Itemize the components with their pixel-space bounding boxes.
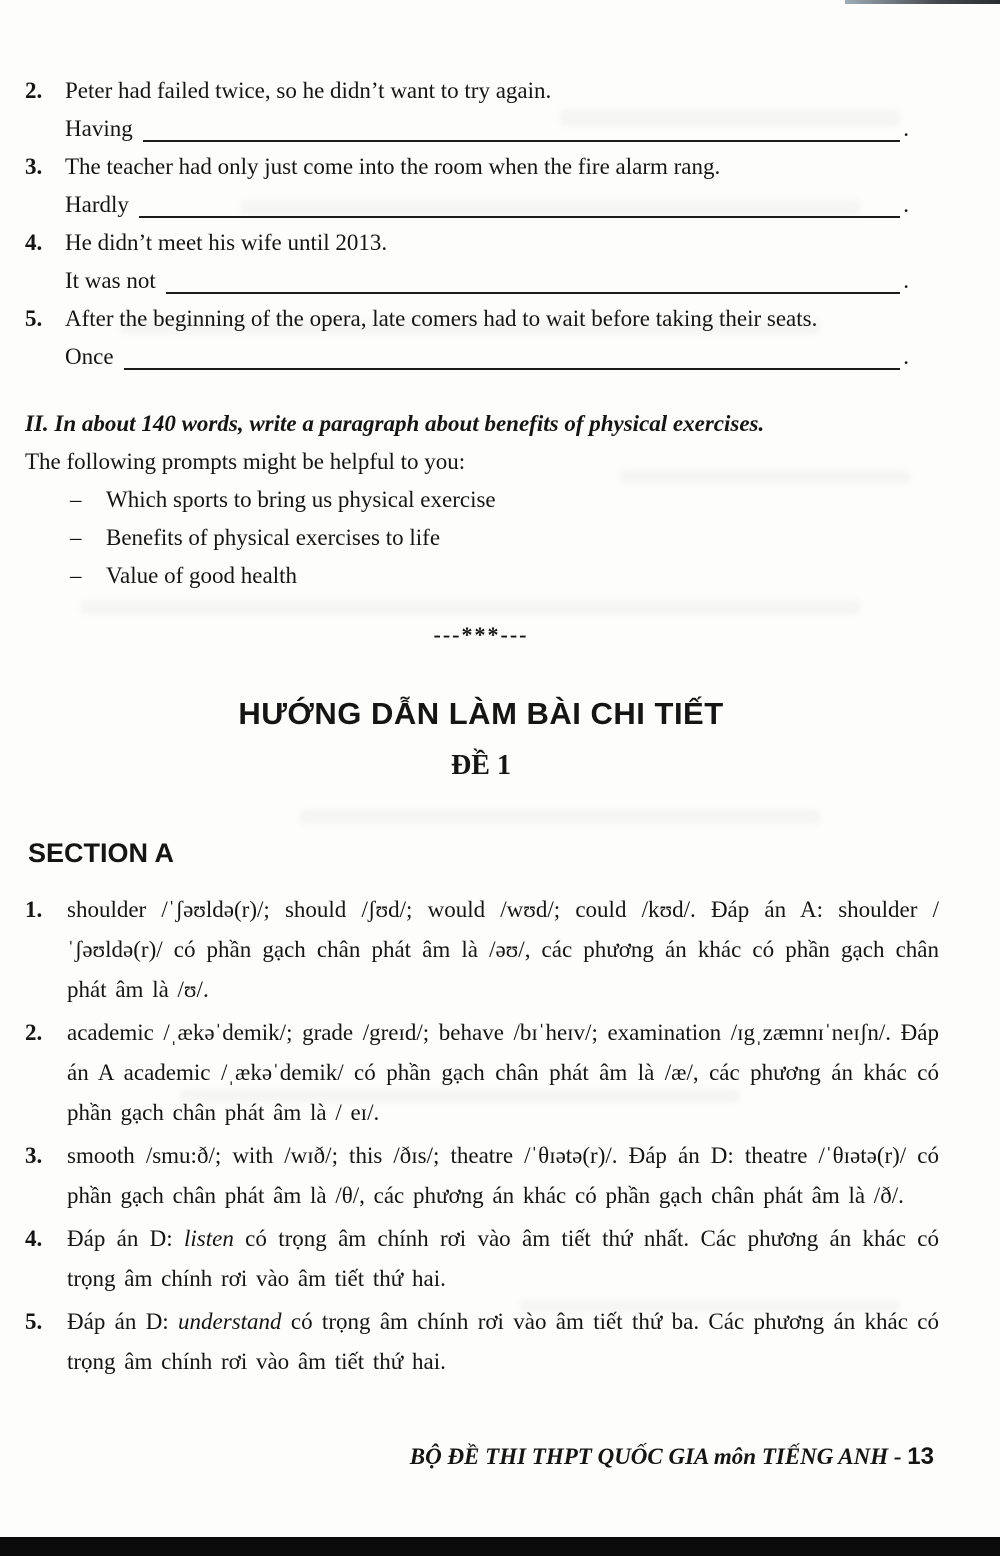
item-sentence: He didn’t meet his wife until 2013. — [65, 230, 388, 255]
solution-item — [25, 1219, 939, 1299]
writing-task-intro: The following prompts might be helpful to you: — [25, 449, 466, 474]
sentence-transformation-exercise — [25, 72, 937, 376]
prompt-text: Which sports to bring us physical exercise — [106, 487, 496, 512]
item-number: 2. — [25, 1020, 43, 1045]
blank-starter: Having — [65, 116, 133, 141]
item-number: 3. — [25, 154, 43, 179]
blank-line — [166, 284, 901, 294]
solution-text: academic /ˌækəˈdemik/; grade /greɪd/; behave /bɪˈheɪv/; examination /ɪgˌzæmnɪˈneɪʃn/. Đáp án A academic /ˌækəˈdemik/ có phần gạch chân phát âm là /æ/, các phương án khác có phần gạch chân phát âm là / eɪ/. — [67, 1020, 939, 1125]
answer-blank — [65, 110, 937, 148]
answer-guide-title: HƯỚNG DẪN LÀM BÀI CHI TIẾT — [238, 696, 724, 731]
solution-text-post: có trọng âm chính rơi vào âm tiết thứ nhất. Các phương án khác có trọng âm chính rơi vào âm tiết thứ hai. — [67, 1226, 940, 1291]
test-number-subtitle: ĐỀ 1 — [451, 750, 511, 781]
item-number: 1. — [25, 897, 43, 922]
solution-text: shoulder /ˈʃəʊldə(r)/; should /ʃʊd/; would /wʊd/; could /kʊd/. Đáp án A: shoulder /ˈʃəʊldə(r)/ có phần gạch chân phát âm là /əʊ/, các phương án khác có phần gạch chân phát âm là /ʊ/. — [67, 897, 939, 1002]
exercise-item — [25, 72, 937, 148]
blank-starter: Hardly — [65, 192, 129, 217]
exercise-item — [25, 224, 937, 300]
exercise-item — [25, 300, 937, 376]
solution-text-post: có trọng âm chính rơi vào âm tiết thứ ba. Các phương án khác có trọng âm chính rơi vào âm tiết thứ hai. — [67, 1309, 939, 1374]
item-number: 4. — [25, 1226, 43, 1251]
bleed-through-artifact — [300, 810, 820, 824]
item-number: 3. — [25, 1143, 43, 1168]
writing-task-heading: II. In about 140 words, write a paragraph about benefits of physical exercises. — [25, 411, 765, 436]
footer-separator: - — [888, 1444, 908, 1469]
answer-blank — [65, 338, 937, 376]
writing-prompt-item — [70, 481, 937, 519]
item-sentence: The teacher had only just come into the room when the fire alarm rang. — [65, 154, 721, 179]
blank-starter: It was not — [65, 268, 156, 293]
page-number: 13 — [907, 1443, 934, 1470]
scan-artifact-top-edge — [845, 0, 1000, 4]
blank-period: . — [903, 116, 909, 141]
item-number: 2. — [25, 78, 43, 103]
solution-text — [67, 1219, 939, 1299]
solution-text: smooth /smu:ð/; with /wɪð/; this /ðɪs/; theatre /ˈθɪətə(r)/. Đáp án D: theatre /ˈθɪətə(r)/ có phần gạch chân phát âm là /θ/, các phương án khác có phần gạch chân phát âm là /ð/. — [67, 1143, 939, 1208]
blank-starter: Once — [65, 344, 114, 369]
bleed-through-artifact — [80, 600, 860, 614]
solution-item — [25, 1013, 939, 1133]
writing-task — [25, 405, 937, 595]
page-footer — [410, 1443, 934, 1471]
blank-period: . — [903, 268, 909, 293]
bullet-dash: – — [70, 563, 82, 588]
solution-item — [25, 890, 939, 1010]
blank-period: . — [903, 344, 909, 369]
solution-item — [25, 1302, 939, 1382]
exercise-item — [25, 148, 937, 224]
bullet-dash: – — [70, 525, 82, 550]
solution-text-pre: Đáp án D: — [67, 1226, 185, 1251]
item-number: 4. — [25, 230, 43, 255]
item-sentence: After the beginning of the opera, late comers had to wait before taking their seats. — [65, 306, 818, 331]
solution-item — [25, 1136, 939, 1216]
solution-text-pre: Đáp án D: — [67, 1309, 179, 1334]
section-a-label: SECTION A — [28, 838, 175, 868]
blank-period: . — [903, 192, 909, 217]
section-separator: ---***--- — [433, 622, 529, 647]
bullet-dash: – — [70, 487, 82, 512]
writing-prompt-item — [70, 519, 937, 557]
writing-prompt-item — [70, 557, 937, 595]
prompt-text: Value of good health — [106, 563, 297, 588]
item-number: 5. — [25, 1309, 43, 1334]
blank-line — [139, 208, 900, 218]
scan-artifact-bottom-bar — [0, 1537, 1000, 1556]
footer-book-title: BỘ ĐỀ THI THPT QUỐC GIA môn TIẾNG ANH — [409, 1444, 889, 1469]
blank-line — [143, 132, 901, 142]
item-number: 5. — [25, 306, 43, 331]
answer-blank — [65, 262, 937, 300]
solution-list — [25, 890, 939, 1385]
answer-blank — [65, 186, 937, 224]
prompt-text: Benefits of physical exercises to life — [106, 525, 441, 550]
item-sentence: Peter had failed twice, so he didn’t want to try again. — [65, 78, 552, 103]
solution-keyword: understand — [178, 1309, 282, 1334]
blank-line — [124, 360, 901, 370]
solution-text — [67, 1302, 939, 1382]
solution-keyword: listen — [184, 1226, 234, 1251]
